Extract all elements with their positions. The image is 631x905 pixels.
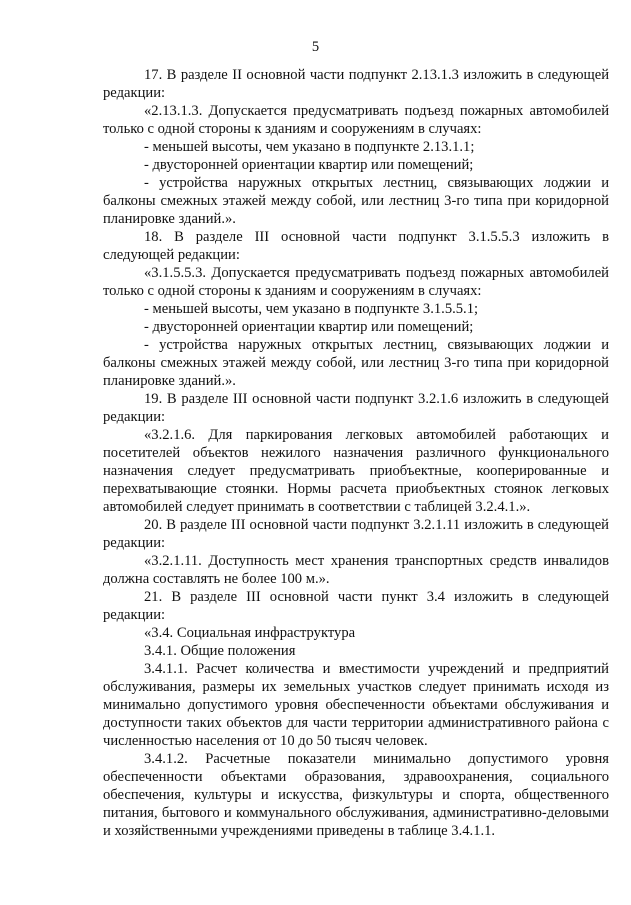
list-item: - устройства наружных открытых лестниц, связывающих лоджии и балконы смежных этажей между собой, или лестниц 3-го типа при коридорной планировке зданий.». xyxy=(103,337,609,389)
quoted-paragraph-3-2-1-6: «3.2.1.6. Для паркирования легковых автомобилей работающих и посетителей объектов нежилого назначения различного функционального назначения следует предусматривать приобъектные, кооперированные и перехватывающие стоянки. Нормы расчета приобъектных стоянок легковых автомобилей следует принимать в соответствии с таблицей 3.2.4.1.». xyxy=(103,427,609,515)
quoted-paragraph-3-1-5-5-3: «3.1.5.5.3. Допускается предусматривать подъезд пожарных автомобилей только с одной стороны к зданиям и сооружениям в случаях: xyxy=(103,265,609,299)
paragraph-3-4-1-1: 3.4.1.1. Расчет количества и вместимости учреждений и предприятий обслуживания, размеры их земельных участков следует принимать исходя из минимально допустимого уровня обеспеченности объектами обслуживания и доступности таких объектов для части территории административного района с численностью населения от 10 до 50 тысяч человек. xyxy=(103,661,609,749)
paragraph-item-21: 21. В разделе III основной части пункт 3.4 изложить в следующей редакции: xyxy=(103,589,609,623)
subsection-heading-3-4-1: 3.4.1. Общие положения xyxy=(144,643,296,659)
quoted-paragraph-2-13-1-3: «2.13.1.3. Допускается предусматривать подъезд пожарных автомобилей только с одной стороны к зданиям и сооружениям в случаях: xyxy=(103,103,609,137)
paragraph-3-4-1-2: 3.4.1.2. Расчетные показатели минимально допустимого уровня обеспеченности объектами образования, здравоохранения, социального обеспечения, культуры и искусства, физкультуры и спорта, общественного питания, бытового и коммунального обслуживания, административно-деловыми и хозяйственными учреждениями приведены в таблице 3.4.1.1. xyxy=(103,751,609,839)
list-item: - двусторонней ориентации квартир или помещений; xyxy=(144,157,474,173)
paragraph-item-18: 18. В разделе III основной части подпункт 3.1.5.5.3 изложить в следующей редакции: xyxy=(103,229,609,263)
paragraph-item-17: 17. В разделе II основной части подпункт 2.13.1.3 изложить в следующей редакции: xyxy=(103,67,609,101)
list-item: - меньшей высоты, чем указано в подпункте 2.13.1.1; xyxy=(144,139,475,155)
paragraph-item-19: 19. В разделе III основной части подпункт 3.2.1.6 изложить в следующей редакции: xyxy=(103,391,609,425)
page-number: 5 xyxy=(311,39,320,55)
paragraph-item-20: 20. В разделе III основной части подпункт 3.2.1.11 изложить в следующей редакции: xyxy=(103,517,609,551)
document-body xyxy=(103,66,609,840)
list-item: - устройства наружных открытых лестниц, связывающих лоджии и балконы смежных этажей между собой, или лестниц 3-го типа при коридорной планировке зданий.». xyxy=(103,175,609,227)
section-heading-3-4: «3.4. Социальная инфраструктура xyxy=(144,625,356,641)
quoted-paragraph-3-2-1-11: «3.2.1.11. Доступность мест хранения транспортных средств инвалидов должна составлять не более 100 м.». xyxy=(103,553,609,587)
list-item: - меньшей высоты, чем указано в подпункте 3.1.5.5.1; xyxy=(144,301,479,317)
list-item: - двусторонней ориентации квартир или помещений; xyxy=(144,319,474,335)
